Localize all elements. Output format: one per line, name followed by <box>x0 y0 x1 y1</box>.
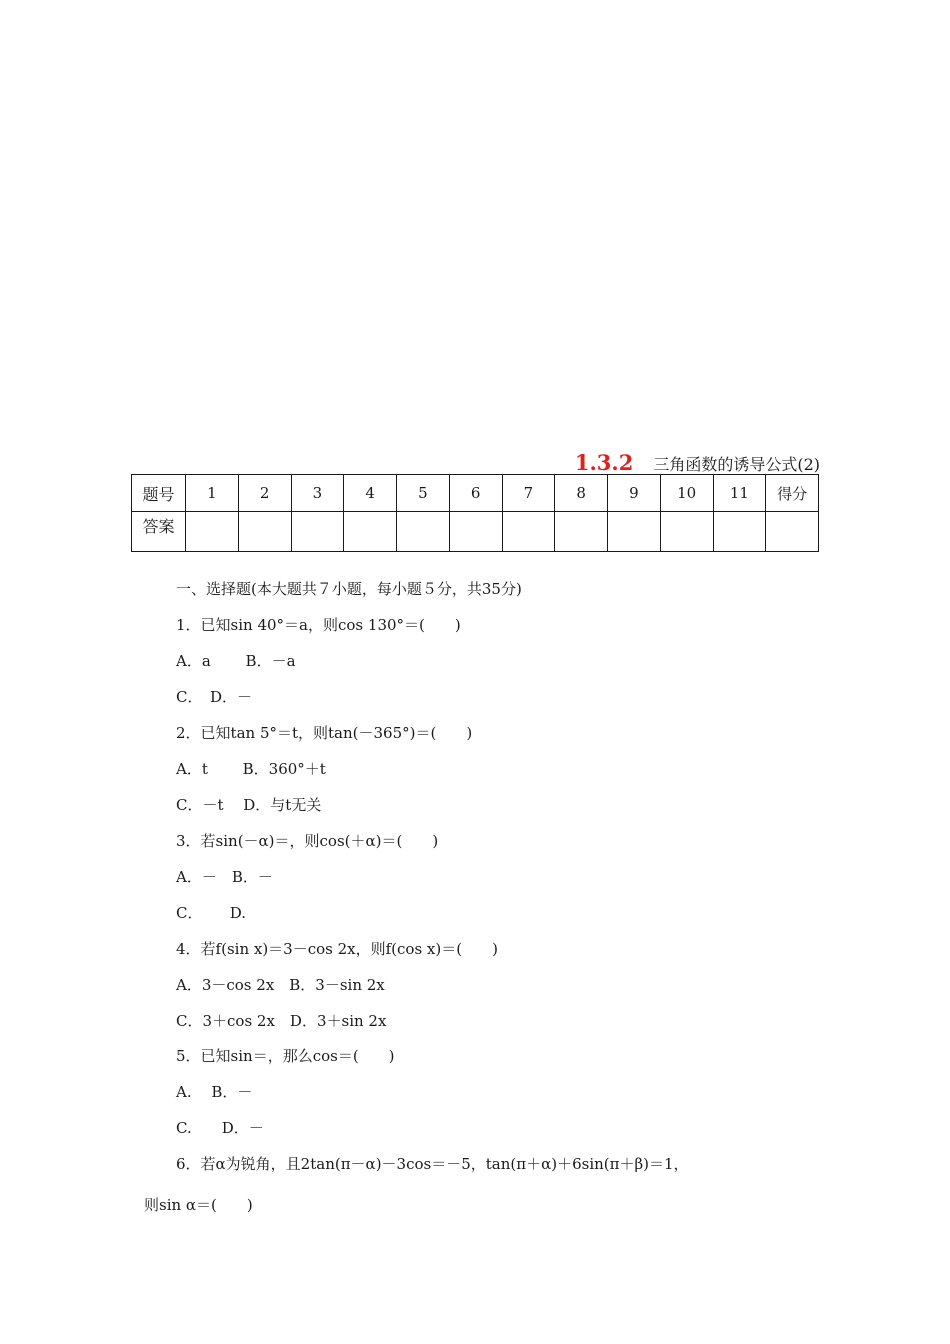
page-title <box>0 450 820 475</box>
question-number-cell: 6 <box>449 475 502 512</box>
score-cell[interactable] <box>766 512 819 552</box>
answer-cell[interactable] <box>291 512 344 552</box>
question-number-cell: 8 <box>555 475 608 512</box>
answer-cell[interactable] <box>186 512 239 552</box>
answer-cell[interactable] <box>449 512 502 552</box>
row-header-question-number: 题号 <box>132 475 186 512</box>
answer-cell[interactable] <box>555 512 608 552</box>
question-6: 6．若α为锐角，且2tan(π－α)－3cos＝－5，tan(π＋α)＋6sin(π＋β)＝1， <box>176 1155 689 1173</box>
question-5-options-ab: A. B．－ <box>176 1083 253 1101</box>
answer-cell[interactable] <box>397 512 450 552</box>
question-3: 3．若sin(－α)＝，则cos(＋α)＝( ) <box>176 832 439 850</box>
question-number-cell: 9 <box>608 475 661 512</box>
question-number-cell: 4 <box>344 475 397 512</box>
score-table-row-numbers <box>132 475 819 512</box>
question-4-options-ab: A．3－cos 2x B．3－sin 2x <box>176 976 385 994</box>
question-2-options-cd: C．－t D．与t无关 <box>176 796 322 814</box>
answer-cell[interactable] <box>713 512 766 552</box>
title-text: 三角函数的诱导公式(2) <box>653 455 820 474</box>
question-number-cell: 3 <box>291 475 344 512</box>
answer-cell[interactable] <box>608 512 661 552</box>
question-2: 2．已知tan 5°＝t，则tan(－365°)＝( ) <box>176 724 473 742</box>
section-heading: 一、选择题(本大题共７小题，每小题５分，共35分) <box>176 580 522 598</box>
question-number-cell: 11 <box>713 475 766 512</box>
question-1-options-cd: C． D．－ <box>176 688 253 706</box>
question-3-options-cd: C． D. <box>176 904 247 922</box>
question-1: 1．已知sin 40°＝a，则cos 130°＝( ) <box>176 616 461 634</box>
answer-cell[interactable] <box>344 512 397 552</box>
score-table <box>131 474 819 552</box>
question-6-continuation: 则sin α＝( ) <box>144 1196 253 1214</box>
question-4: 4．若f(sin x)＝3－cos 2x，则f(cos x)＝( ) <box>176 940 498 958</box>
question-5: 5．已知sin＝，那么cos＝( ) <box>176 1047 395 1065</box>
answer-cell[interactable] <box>660 512 713 552</box>
row-header-answer: 答案 <box>132 512 186 552</box>
question-1-options-ab: A．a B．－a <box>176 652 296 670</box>
answer-cell[interactable] <box>502 512 555 552</box>
question-number-cell: 10 <box>660 475 713 512</box>
question-number-cell: 1 <box>186 475 239 512</box>
question-5-options-cd: C. D．－ <box>176 1119 264 1137</box>
question-number-cell: 7 <box>502 475 555 512</box>
question-2-options-ab: A．t B．360°＋t <box>176 760 326 778</box>
answer-cell[interactable] <box>238 512 291 552</box>
score-table-row-answers <box>132 512 819 552</box>
question-3-options-ab: A．－ B．－ <box>176 868 273 886</box>
title-number: 1.3.2 <box>574 450 634 475</box>
question-number-cell: 5 <box>397 475 450 512</box>
question-number-cell: 2 <box>238 475 291 512</box>
score-label-cell: 得分 <box>766 475 819 512</box>
question-4-options-cd: C．3＋cos 2x D．3＋sin 2x <box>176 1012 387 1030</box>
